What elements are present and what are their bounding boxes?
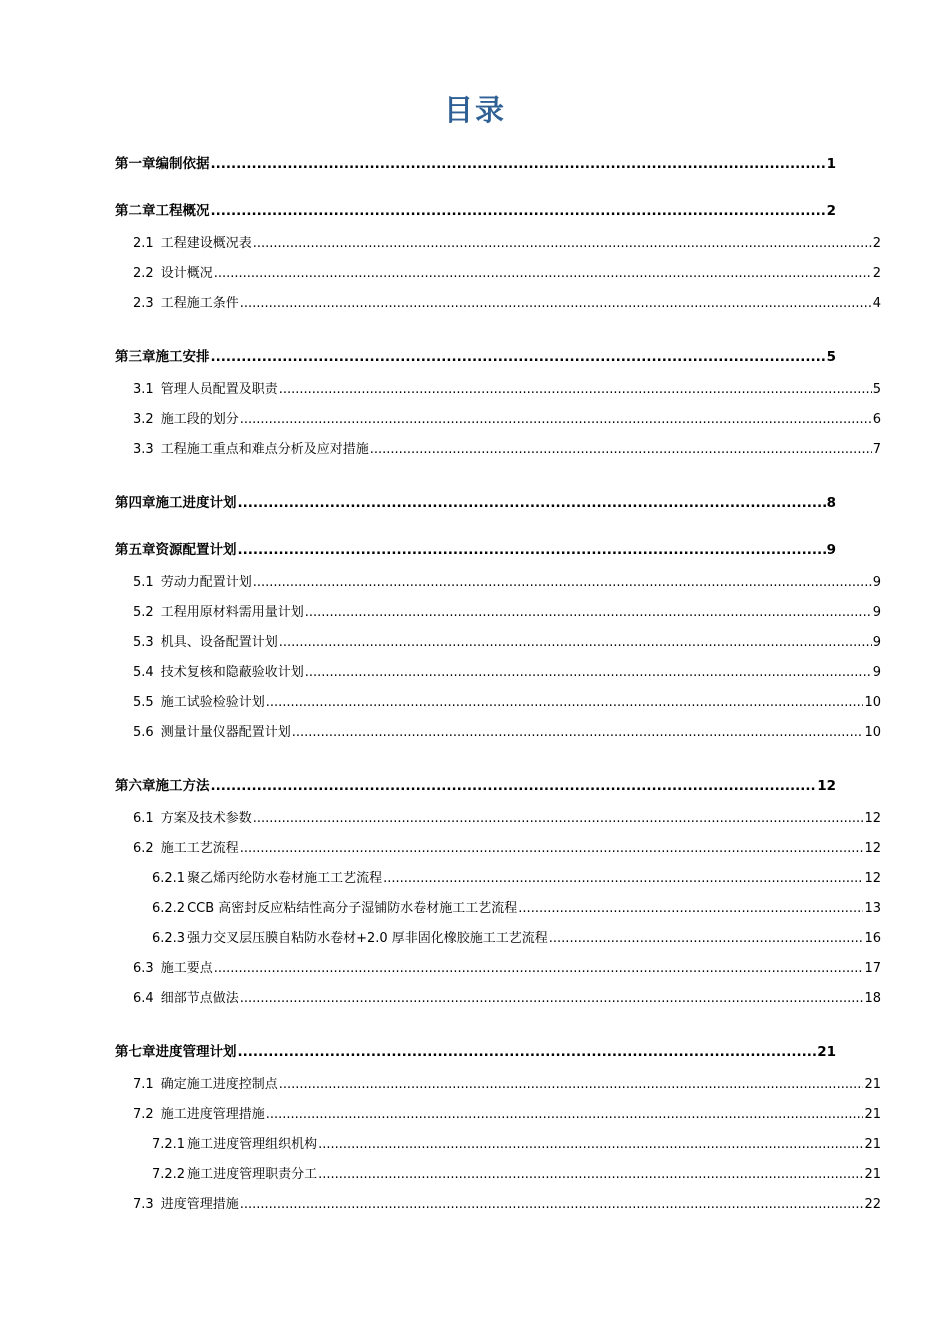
toc-entry-label <box>115 152 210 172</box>
toc-page-number: 8 <box>826 495 836 511</box>
toc-entry-text: 测量计量仪器配置计划 <box>160 725 291 740</box>
toc-page-number: 4 <box>872 296 881 311</box>
toc-leader-dots <box>279 1077 864 1092</box>
toc-entry-number: 5.5 <box>133 695 154 710</box>
toc-entry-text: CCB 高密封反应粘结性高分子湿铺防水卷材施工工艺流程 <box>187 901 518 916</box>
toc-entry-number: 5.2 <box>133 605 154 620</box>
toc-entry-label <box>133 721 291 740</box>
toc-section-entry[interactable] <box>133 1103 881 1122</box>
toc-page-number: 2 <box>872 236 881 251</box>
toc-page-number: 9 <box>872 665 881 680</box>
toc-leader-dots <box>292 725 864 740</box>
toc-subsection-entry[interactable] <box>152 1163 881 1182</box>
toc-page-number: 12 <box>864 841 881 856</box>
toc-entry-text: 第四章施工进度计划 <box>115 495 237 511</box>
toc-subsection-entry[interactable] <box>152 897 881 916</box>
toc-entry-label <box>133 408 239 427</box>
toc-entry-number: 5.1 <box>133 575 154 590</box>
toc-page-number: 21 <box>864 1137 881 1152</box>
toc-entry-text: 施工进度管理措施 <box>160 1107 265 1122</box>
toc-entry-label <box>152 1133 317 1152</box>
toc-page-number: 18 <box>864 991 881 1006</box>
toc-entry-label <box>133 691 265 710</box>
toc-page-number: 2 <box>826 203 836 219</box>
toc-entry-number: 6.1 <box>133 811 154 826</box>
toc-entry-text: 强力交叉层压膜自粘防水卷材+2.0 厚非固化橡胶施工工艺流程 <box>187 931 548 946</box>
toc-entry-label <box>133 232 252 251</box>
toc-section-entry[interactable] <box>133 807 881 826</box>
toc-entry-number: 3.2 <box>133 412 154 427</box>
toc-entry-text: 工程施工条件 <box>160 296 239 311</box>
toc-leader-dots <box>253 236 872 251</box>
toc-leader-dots <box>211 203 826 219</box>
toc-entry-text: 机具、设备配置计划 <box>160 635 278 650</box>
toc-entry-text: 第五章资源配置计划 <box>115 542 237 558</box>
toc-entry-number: 7.3 <box>133 1197 154 1212</box>
toc-section-entry[interactable] <box>133 262 881 281</box>
toc-entry-label <box>133 378 278 397</box>
toc-page-number: 5 <box>872 382 881 397</box>
toc-section-entry[interactable] <box>133 837 881 856</box>
toc-page-number: 21 <box>864 1167 881 1182</box>
toc-entry-label <box>152 867 382 886</box>
toc-leader-dots <box>238 1044 817 1060</box>
toc-entry-text: 施工段的划分 <box>160 412 239 427</box>
toc-entry-label <box>115 774 210 794</box>
toc-page-number: 7 <box>872 442 881 457</box>
toc-entry-text: 施工试验检验计划 <box>160 695 265 710</box>
toc-page-number: 10 <box>864 695 881 710</box>
toc-entry-text: 第六章施工方法 <box>115 778 210 794</box>
toc-page-number: 12 <box>864 871 881 886</box>
toc-leader-dots <box>214 961 864 976</box>
toc-leader-dots <box>305 605 872 620</box>
toc-entry-number: 6.2 <box>133 841 154 856</box>
toc-entry-number: 6.2.2 <box>152 901 186 916</box>
toc-section-entry[interactable] <box>133 1193 881 1212</box>
toc-leader-dots <box>253 811 864 826</box>
toc-leader-dots <box>318 1137 863 1152</box>
toc-section-entry[interactable] <box>133 631 881 650</box>
toc-chapter-entry[interactable] <box>115 152 836 172</box>
toc-entry-text: 设计概况 <box>160 266 213 281</box>
toc-subsection-entry[interactable] <box>152 867 881 886</box>
toc-entry-number: 7.2.1 <box>152 1137 186 1152</box>
toc-leader-dots <box>383 871 863 886</box>
toc-entry-label <box>133 1193 239 1212</box>
toc-section-entry[interactable] <box>133 571 881 590</box>
toc-page-number: 13 <box>864 901 881 916</box>
toc-page-number: 9 <box>872 635 881 650</box>
toc-entry-label <box>115 345 210 365</box>
toc-entry-number: 6.2.3 <box>152 931 186 946</box>
toc-entry-number: 5.6 <box>133 725 154 740</box>
toc-leader-dots <box>253 575 872 590</box>
toc-leader-dots <box>211 349 826 365</box>
toc-leader-dots <box>279 635 872 650</box>
toc-page-number: 6 <box>872 412 881 427</box>
toc-entry-text: 第一章编制依据 <box>115 156 210 172</box>
toc-entry-label <box>152 897 517 916</box>
toc-entry-text: 管理人员配置及职责 <box>160 382 278 397</box>
toc-entry-text: 方案及技术参数 <box>160 811 252 826</box>
toc-section-entry[interactable] <box>133 378 881 397</box>
toc-chapter-entry[interactable] <box>115 491 836 511</box>
toc-section-entry[interactable] <box>133 957 881 976</box>
toc-entry-number: 6.2.1 <box>152 871 186 886</box>
toc-chapter-entry[interactable] <box>115 774 836 794</box>
toc-entry-label <box>133 807 252 826</box>
toc-entry-text: 施工进度管理职责分工 <box>187 1167 318 1182</box>
toc-leader-dots <box>240 991 864 1006</box>
toc-entry-label <box>133 631 278 650</box>
toc-title: 目录 <box>443 93 506 127</box>
toc-chapter-entry[interactable] <box>115 538 836 558</box>
toc-page-number: 17 <box>864 961 881 976</box>
toc-page-number: 21 <box>817 1044 836 1060</box>
toc-entry-label <box>152 927 548 946</box>
toc-entry-number: 7.2 <box>133 1107 154 1122</box>
toc-section-entry[interactable] <box>133 438 881 457</box>
toc-section-entry[interactable] <box>133 601 881 620</box>
toc-entry-label <box>115 491 237 511</box>
toc-page-number: 12 <box>864 811 881 826</box>
toc-section-entry[interactable] <box>133 408 881 427</box>
toc-page-number: 9 <box>826 542 836 558</box>
toc-entry-label <box>133 837 239 856</box>
toc-page-number: 5 <box>826 349 836 365</box>
toc-entry-label <box>115 199 210 219</box>
toc-entry-text: 第三章施工安排 <box>115 349 210 365</box>
toc-subsection-entry[interactable] <box>152 927 881 946</box>
toc-chapter-entry[interactable] <box>115 1040 836 1060</box>
toc-entry-number: 2.1 <box>133 236 154 251</box>
toc-entry-number: 2.2 <box>133 266 154 281</box>
toc-leader-dots <box>370 442 872 457</box>
toc-leader-dots <box>266 1107 864 1122</box>
toc-leader-dots <box>266 695 864 710</box>
toc-section-entry[interactable] <box>133 661 881 680</box>
toc-page-number: 9 <box>872 575 881 590</box>
toc-entry-label <box>133 262 213 281</box>
toc-leader-dots <box>240 412 872 427</box>
toc-chapter-entry[interactable] <box>115 345 836 365</box>
toc-section-entry[interactable] <box>133 1073 881 1092</box>
toc-entry-number: 6.3 <box>133 961 154 976</box>
toc-leader-dots <box>211 778 817 794</box>
toc-leader-dots <box>305 665 872 680</box>
toc-entry-text: 进度管理措施 <box>160 1197 239 1212</box>
toc-entry-number: 3.3 <box>133 442 154 457</box>
toc-leader-dots <box>318 1167 863 1182</box>
toc-entry-text: 第七章进度管理计划 <box>115 1044 237 1060</box>
toc-entry-number: 2.3 <box>133 296 154 311</box>
toc-leader-dots <box>549 931 864 946</box>
toc-leader-dots <box>211 156 826 172</box>
toc-entry-label <box>133 292 239 311</box>
toc-entry-label <box>133 601 304 620</box>
toc-page-number: 21 <box>864 1077 881 1092</box>
toc-leader-dots <box>238 495 826 511</box>
toc-entry-text: 第二章工程概况 <box>115 203 210 219</box>
toc-section-entry[interactable] <box>133 987 881 1006</box>
toc-page-number: 12 <box>817 778 836 794</box>
toc-leader-dots <box>240 841 864 856</box>
toc-leader-dots <box>214 266 872 281</box>
toc-section-entry[interactable] <box>133 721 881 740</box>
toc-leader-dots <box>518 901 863 916</box>
toc-entry-number: 6.4 <box>133 991 154 1006</box>
toc-entry-text: 工程施工重点和难点分析及应对措施 <box>160 442 369 457</box>
toc-entry-label <box>133 1103 265 1122</box>
toc-entry-label <box>115 538 237 558</box>
toc-entry-label <box>115 1040 237 1060</box>
toc-section-entry[interactable] <box>133 691 881 710</box>
toc-page-number: 16 <box>864 931 881 946</box>
toc-entry-label <box>152 1163 317 1182</box>
toc-entry-number: 5.3 <box>133 635 154 650</box>
toc-entry-text: 工程用原材料需用量计划 <box>160 605 304 620</box>
toc-entry-text: 施工工艺流程 <box>160 841 239 856</box>
toc-entry-label <box>133 957 213 976</box>
toc-entry-text: 确定施工进度控制点 <box>160 1077 278 1092</box>
toc-entry-label <box>133 1073 278 1092</box>
toc-page-number: 10 <box>864 725 881 740</box>
toc-leader-dots <box>240 296 872 311</box>
toc-entry-number: 7.2.2 <box>152 1167 186 1182</box>
toc-entry-text: 施工进度管理组织机构 <box>187 1137 318 1152</box>
toc-entry-text: 施工要点 <box>160 961 213 976</box>
toc-entry-label <box>133 571 252 590</box>
toc-entry-text: 聚乙烯丙纶防水卷材施工工艺流程 <box>187 871 383 886</box>
toc-page-number: 22 <box>864 1197 881 1212</box>
toc-chapter-entry[interactable] <box>115 199 836 219</box>
toc-entry-label <box>133 438 369 457</box>
toc-entry-text: 细部节点做法 <box>160 991 239 1006</box>
toc-subsection-entry[interactable] <box>152 1133 881 1152</box>
toc-entry-number: 5.4 <box>133 665 154 680</box>
toc-page-number: 2 <box>872 266 881 281</box>
toc-section-entry[interactable] <box>133 232 881 251</box>
toc-page-number: 9 <box>872 605 881 620</box>
toc-entry-label <box>133 661 304 680</box>
toc-entry-text: 工程建设概况表 <box>160 236 252 251</box>
toc-entry-text: 劳动力配置计划 <box>160 575 252 590</box>
toc-entry-number: 3.1 <box>133 382 154 397</box>
toc-leader-dots <box>238 542 826 558</box>
toc-page-number: 1 <box>826 156 836 172</box>
toc-section-entry[interactable] <box>133 292 881 311</box>
toc-entry-number: 7.1 <box>133 1077 154 1092</box>
toc-page-number: 21 <box>864 1107 881 1122</box>
toc-leader-dots <box>279 382 872 397</box>
toc-leader-dots <box>240 1197 864 1212</box>
toc-entry-label <box>133 987 239 1006</box>
toc-entry-text: 技术复核和隐蔽验收计划 <box>160 665 304 680</box>
